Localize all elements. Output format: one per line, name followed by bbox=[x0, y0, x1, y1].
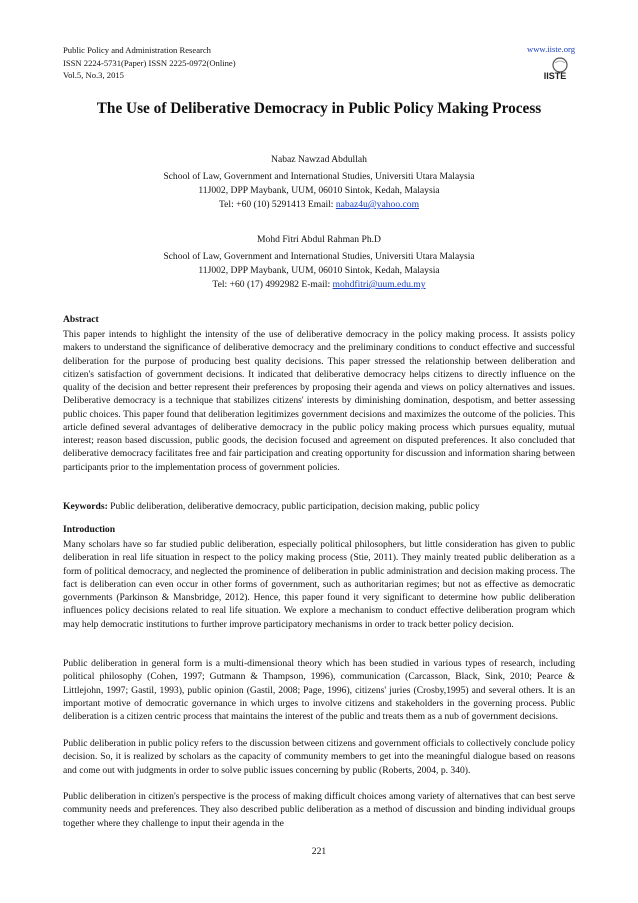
author-name: Nabaz Nawzad Abdullah bbox=[271, 154, 367, 165]
keywords-text: Public deliberation, deliberative democracy, public participation, decision making, public policy bbox=[107, 501, 480, 512]
email-link[interactable]: nabaz4u@yahoo.com bbox=[335, 199, 420, 210]
journal-header bbox=[63, 44, 236, 82]
iiste-logo bbox=[538, 57, 572, 81]
journal-issn: ISSN 2224-5731(Paper) ISSN 2225-0972(Online) bbox=[63, 57, 236, 68]
keywords bbox=[63, 500, 575, 513]
intro-paragraph-2: Public deliberation in general form is a multi-dimensional theory which has been studied in various types of research, including political philosophy (Cohen, 1997; Gutmann & Thampson, 1996), communication (Carcasson, Black, Sink, 2010; Pearce & Littlejohn, 1997; Gastil, 1993), public opinion (Gastil, 2008; Page, 1996), citizens' juries (Crosby,1995) and several others. It is an important motive of democratic governance in which urges to involve citizens and stakeholders in the governing process. Public deliberation is a citizen centric process that maintains the interest of the public and treats them as a nub of government decisions. bbox=[63, 658, 575, 722]
keywords-label: Keywords: bbox=[63, 501, 108, 512]
paper-title: The Use of Deliberative Democracy in Public Policy Making Process bbox=[96, 100, 542, 117]
author-block-1 bbox=[63, 153, 575, 212]
author-contact bbox=[63, 278, 575, 292]
author-address: 11J002, DPP Maybank, UUM, 06010 Sintok, Kedah, Malaysia bbox=[198, 265, 440, 276]
journal-volume: Vol.5, No.3, 2015 bbox=[63, 70, 124, 80]
intro-paragraph-4: Public deliberation in citizen's perspective is the process of making difficult choices among variety of alternatives that can best serve community needs and preferences. They also described public deliberation as a method of discussion and binding individual groups together where they challenge to input their agenda in the bbox=[63, 791, 575, 829]
intro-paragraph-1: Many scholars have so far studied public deliberation, especially political philosophers, but little consideration has given to public deliberation in real life situation in respect to the policy making process (Stie, 2011). They mainly treated public deliberation as a form of political democracy, and neglected the prominence of deliberation in public administration and decision making process. The fact is deliberation can even occur in other forms of government, such as authoritarian regimes; but not as effective as democratic governments (Parkinson & Mansbridge, 2012). Hence, this paper found it very significant to determine how public deliberation influences policy decisions related to real life situation. We explore a mechanism to conduct effective deliberation program which may help democratic institutions to further improve participatory mechanisms in order to track better policy decision. bbox=[63, 539, 575, 630]
author-block-2 bbox=[63, 233, 575, 292]
journal-url-link[interactable]: www.iiste.org bbox=[527, 44, 575, 54]
author-contact bbox=[63, 198, 575, 212]
abstract-heading: Abstract bbox=[63, 314, 99, 325]
page-number: 221 bbox=[311, 846, 327, 857]
contact-text: Tel: +60 (10) 5291413 Email: bbox=[218, 199, 336, 210]
journal-name: Public Policy and Administration Research bbox=[63, 45, 211, 55]
author-affiliation: School of Law, Government and International Studies, Universiti Utara Malaysia bbox=[163, 171, 475, 182]
introduction-heading: Introduction bbox=[63, 524, 116, 535]
intro-paragraph-3: Public deliberation in public policy refers to the discussion between citizens and government officials to collectively conclude policy decision. So, it is realized by scholars as the capacity of community members to get into the meaningful dialogue based on reasons and come out with judgments in order to solve public issues concerning by public (Roberts, 2004, p. 340). bbox=[63, 738, 575, 776]
author-address: 11J002, DPP Maybank, UUM, 06010 Sintok, Kedah, Malaysia bbox=[198, 185, 440, 196]
abstract-text: This paper intends to highlight the intensity of the use of deliberative democracy in the policy making process. It assists policy makers to understand the significance of deliberative democracy and the preliminary conditions to conduct effective and successful deliberation for the purpose of producing best quality decisions. This paper stressed the relationship between deliberation and citizen's satisfaction of government decisions. It indicated that deliberative democracy helps citizens to directly influence on the quality of the decision and better represent their preferences by proposing their agenda and views on policy alternatives and issues. Deliberative democracy is a technique that stabilizes citizens' interests by diminishing domination, despotism, and better assessing public choices. This paper found that deliberation legitimizes government decisions and maximizes the outcome of the policies. This article defined several advantages of deliberative democracy in the public policy making process which pursues equality, mutual interest; reason based discussion, public goods, the decision focused and agreement on disputed preferences. It also concluded that deliberative democracy facilitates free and fair participation and creating opportunity for discussion and information sharing between participants prior to the implementation process of government policies. bbox=[63, 329, 575, 473]
email-link[interactable]: mohdfitri@uum.edu.my bbox=[332, 279, 426, 290]
author-affiliation: School of Law, Government and International Studies, Universiti Utara Malaysia bbox=[163, 251, 475, 262]
logo-text: IISTE bbox=[543, 71, 567, 81]
author-name: Mohd Fitri Abdul Rahman Ph.D bbox=[257, 234, 381, 245]
contact-text: Tel: +60 (17) 4992982 E-mail: bbox=[212, 279, 333, 290]
